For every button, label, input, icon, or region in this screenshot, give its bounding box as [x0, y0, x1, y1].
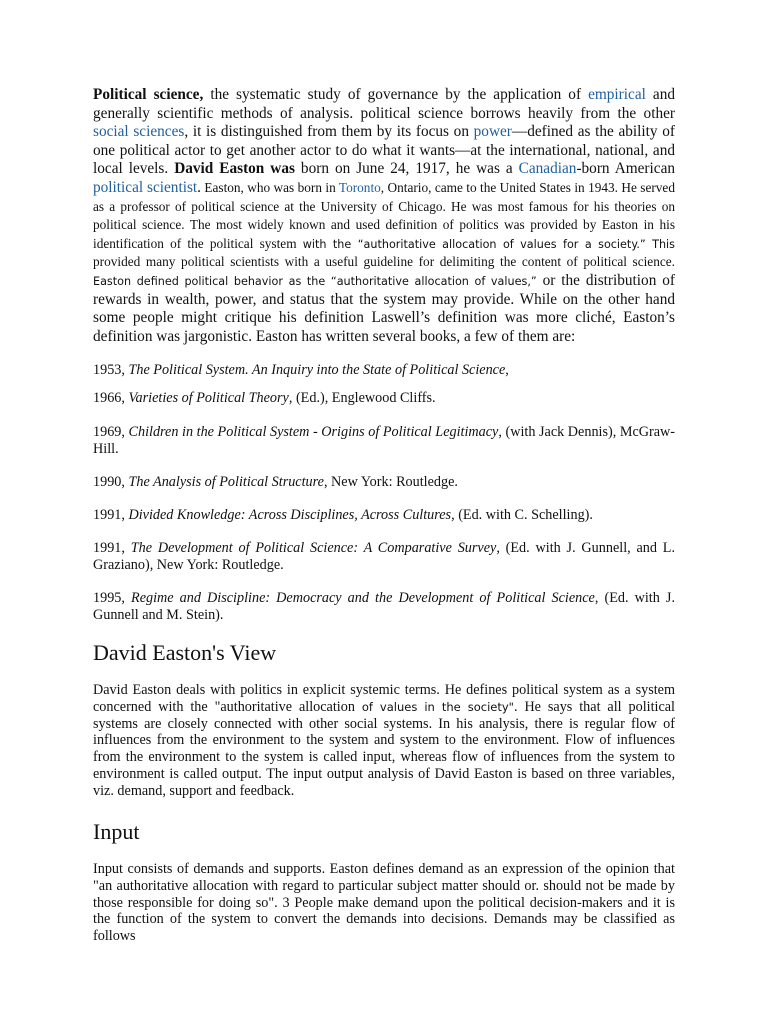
book-item: 1966, Varieties of Political Theory, (Ed.), Englewood Cliffs. — [93, 390, 436, 407]
link-canadian[interactable]: Canadian — [518, 160, 577, 178]
link-toronto[interactable]: Toronto — [338, 179, 381, 195]
book-title: The Development of Political Science: A Comparative Survey — [130, 540, 497, 557]
book-title: Divided Knowledge: Across Disciplines, Across Cultures — [128, 507, 452, 524]
book-item: 1990, The Analysis of Political Structure, New York: Routledge. — [93, 474, 458, 491]
book-title: Regime and Discipline: Democracy and the Development of Political Science — [131, 590, 595, 607]
term-political-science: Political science, — [93, 86, 204, 103]
link-empirical[interactable]: empirical — [588, 86, 646, 103]
input-paragraph: Input consists of demands and supports. Easton defines demand as an expression of the opinion that "an authoritative allocation with regard to particular subject matter should or. should not be made by those responsible for doing so". 3 People make demand upon the political decision-makers and it is the function of the system to convert the demands into decisions. Demands may be classified as follows — [93, 861, 675, 945]
book-title: The Analysis of Political Structure — [128, 474, 324, 491]
book-item: 1995, Regime and Discipline: Democracy and the Development of Political Science, (Ed. with J. Gunnell and M. Stein). — [93, 590, 676, 624]
link-power[interactable]: power — [473, 123, 512, 141]
document-page — [93, 86, 675, 965]
book-item: 1991, Divided Knowledge: Across Disciplines, Across Cultures, (Ed. with C. Schelling). — [93, 507, 593, 524]
view-paragraph: David Easton deals with politics in explicit systemic terms. He defines political system as a system concerned with the "authoritative allocation of values in the society". He says that all political systems are closely connected with other social systems. In his analysis, there is regular flow of influences from the environment to the system and system to the environment. Flow of influences from the environment to the system is called input, whereas flow of influences from the system to environment is called output. The input output analysis of David Easton is based on three variables, viz. demand, support and feedback. — [93, 682, 676, 799]
book-item: 1969, Children in the Political System - Origins of Political Legitimacy, (with Jack Dennis), McGraw-Hill. — [93, 424, 676, 458]
book-list — [93, 362, 675, 624]
link-political-scientist[interactable]: political scientist — [93, 178, 198, 196]
book-title: The Political System. An Inquiry into the State of Political Science — [128, 362, 506, 379]
link-social-sciences[interactable]: social sciences — [93, 123, 185, 141]
heading-input: Input — [93, 819, 140, 845]
book-title: Varieties of Political Theory — [128, 390, 289, 407]
book-item: 1953, The Political System. An Inquiry into the State of Political Science, — [93, 362, 509, 379]
intro-paragraph: Political science, the systematic study of governance by the application of empirical and generally scientific methods of analysis. political science borrows heavily from the other social sciences, it is distinguished from them by its focus on power—defined as the ability of one political actor to get another actor to do what it wants—at the international, national, and local levels. David Easton was born on June 24, 1917, he was a Canadian-born American political scientist. Easton, who was born in Toronto, Ontario, came to the United States in 1943. He served as a professor of political science at the University of Chicago. He was most famous for his theories on political science. The most widely known and used definition of politics was provided by Easton in his identification of the political system with the “authoritative allocation of values for a society.” This provided many political scientists with a useful guideline for delimiting the content of political science. Easton defined political behavior as the “authoritative allocation of values,” or the distribution of rewards in wealth, power, and status that the system may provide. While on the other hand some people might critique his definition Laswell’s definition was more cliché, Easton’s definition was jargonistic. Easton has written several books, a few of them are: — [93, 86, 676, 345]
book-title: Children in the Political System - Origins of Political Legitimacy — [128, 424, 499, 441]
heading-eastons-view: David Easton's View — [93, 640, 277, 666]
book-item: 1991, The Development of Political Science: A Comparative Survey, (Ed. with J. Gunnell, and L. Graziano), New York: Routledge. — [93, 540, 675, 574]
easton-name: David Easton was — [174, 160, 295, 178]
